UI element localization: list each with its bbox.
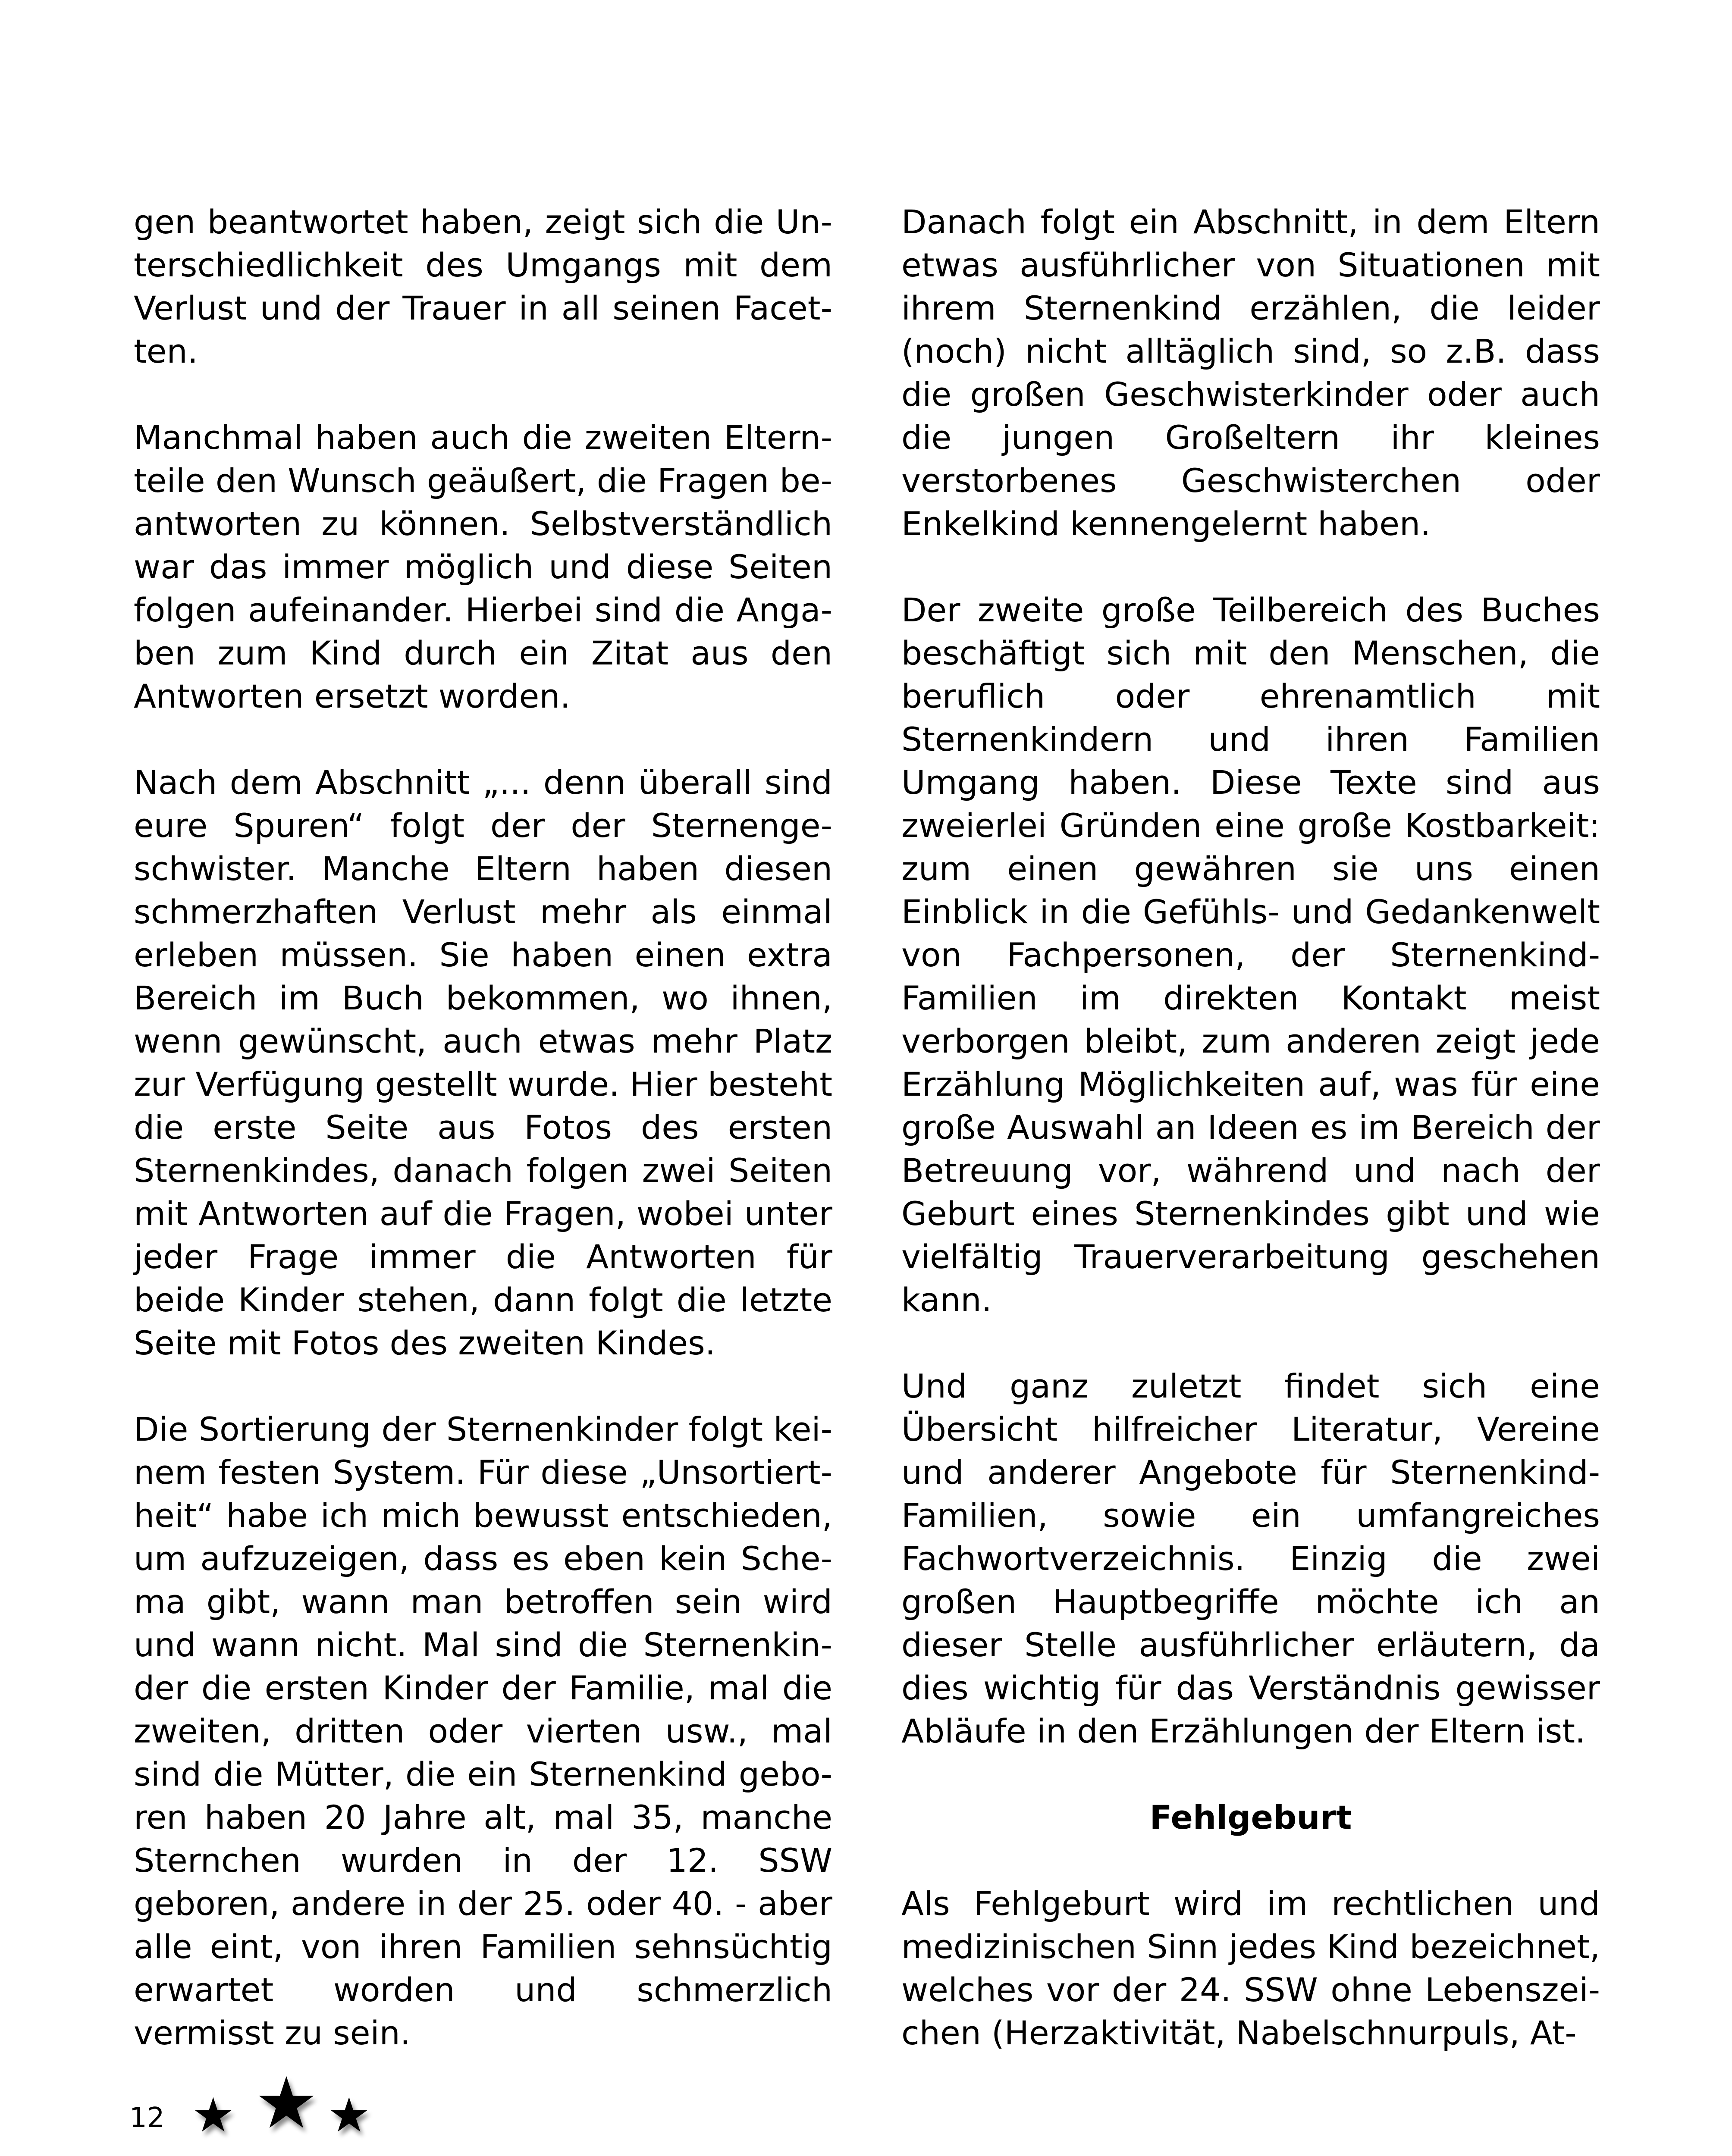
paragraph: Und ganz zuletzt findet sich eine Übersicht hilfreicher Literatur, Vereine und anderer Angebote für Sternenkind-Familien, sowie ein umfangreiches Fachwortverzeichnis. Einzig die zwei großen Hauptbegriffe möchte ich an dieser Stelle ausführlicher erläutern, da dies wichtig für das Verständnis gewisser Abläufe in den Erzählungen der Eltern ist. xyxy=(901,1367,1600,1750)
paragraph: Nach dem Abschnitt „... denn überall sind eure Spuren“ folgt der der Sternengeschwister. Manche Eltern haben diesen schmerzhaften Verlust mehr als einmal erleben müssen. Sie haben einen extra Bereich im Buch bekommen, wo ihnen, wenn gewünscht, auch etwas mehr Platz zur Verfügung gestellt wurde. Hier besteht die erste Seite aus Fotos des ersten Sternenkindes, danach folgen zwei Seiten mit Antworten auf die Fragen, wobei unter jeder Frage immer die Antworten für beide Kinder stehen, dann folgt die letzte Seite mit Fotos des zweiten Kindes. xyxy=(134,763,832,1362)
left-column xyxy=(134,201,832,2055)
paragraph: Der zweite große Teilbereich des Buches beschäftigt sich mit den Menschen, die beruflich oder ehrenamtlich mit Sternenkindern und ihren Familien Umgang haben. Diese Texte sind aus zweierlei Gründen eine große Kostbarkeit: zum einen gewähren sie uns einen Einblick in die Gefühls- und Gedankenwelt von Fachpersonen, der Sternenkind-Familien im direkten Kontakt meist verborgen bleibt, zum anderen zeigt jede Erzählung Möglichkeiten auf, was für eine große Auswahl an Ideen es im Bereich der Betreuung vor, während und nach der Geburt eines Sternenkindes gibt und wie vielfältig Trauerverarbeitung geschehen kann. xyxy=(901,591,1600,1319)
page-number: 12 xyxy=(129,2102,165,2134)
paragraph: gen beantwortet haben, zeigt sich die Unterschiedlichkeit des Umgangs mit dem Verlust und der Trauer in all seinen Facetten. xyxy=(134,203,832,370)
paragraph: Danach folgt ein Abschnitt, in dem Eltern etwas ausführlicher von Situationen mit ihrem Sternenkind erzählen, die leider (noch) nicht alltäglich sind, so z.B. dass die großen Geschwisterkinder oder auch die jungen Großeltern ihr kleines verstorbenes Geschwisterchen oder Enkelkind kennengelernt haben. xyxy=(901,203,1600,543)
paragraph: Als Fehlgeburt wird im rechtlichen und medizinischen Sinn jedes Kind bezeichnet, welches vor der 24. SSW ohne Lebenszeichen (Herzaktivität, Nabelschnurpuls, At- xyxy=(901,1884,1600,2052)
section-heading: Fehlgeburt xyxy=(1149,1798,1352,1836)
right-column xyxy=(901,201,1600,2055)
star-icon: ★ xyxy=(328,2087,370,2143)
paragraph: Die Sortierung der Sternenkinder folgt keinem festen System. Für diese „Unsortiertheit“ habe ich mich bewusst entschieden, um aufzuzeigen, dass es eben kein Schema gibt, wann man betroffen sein wird und wann nicht. Mal sind die Sternenkinder die ersten Kinder der Familie, mal die zweiten, dritten oder vierten usw., mal sind die Mütter, die ein Sternenkind geboren haben 20 Jahre alt, mal 35, manche Sternchen wurden in der 12. SSW geboren, andere in der 25. oder 40. - aber alle eint, von ihren Familien sehnsüchtig erwartet worden und schmerzlich vermisst zu sein. xyxy=(134,1410,832,2052)
star-icon: ★ xyxy=(192,2087,235,2143)
page-footer xyxy=(129,2062,431,2152)
star-icon: ★ xyxy=(254,2062,318,2144)
paragraph: Manchmal haben auch die zweiten Elternteile den Wunsch geäußert, die Fragen beantworten zu können. Selbstverständlich war das immer möglich und diese Seiten folgen aufeinander. Hierbei sind die Angaben zum Kind durch ein Zitat aus den Antworten ersetzt worden. xyxy=(134,418,832,715)
